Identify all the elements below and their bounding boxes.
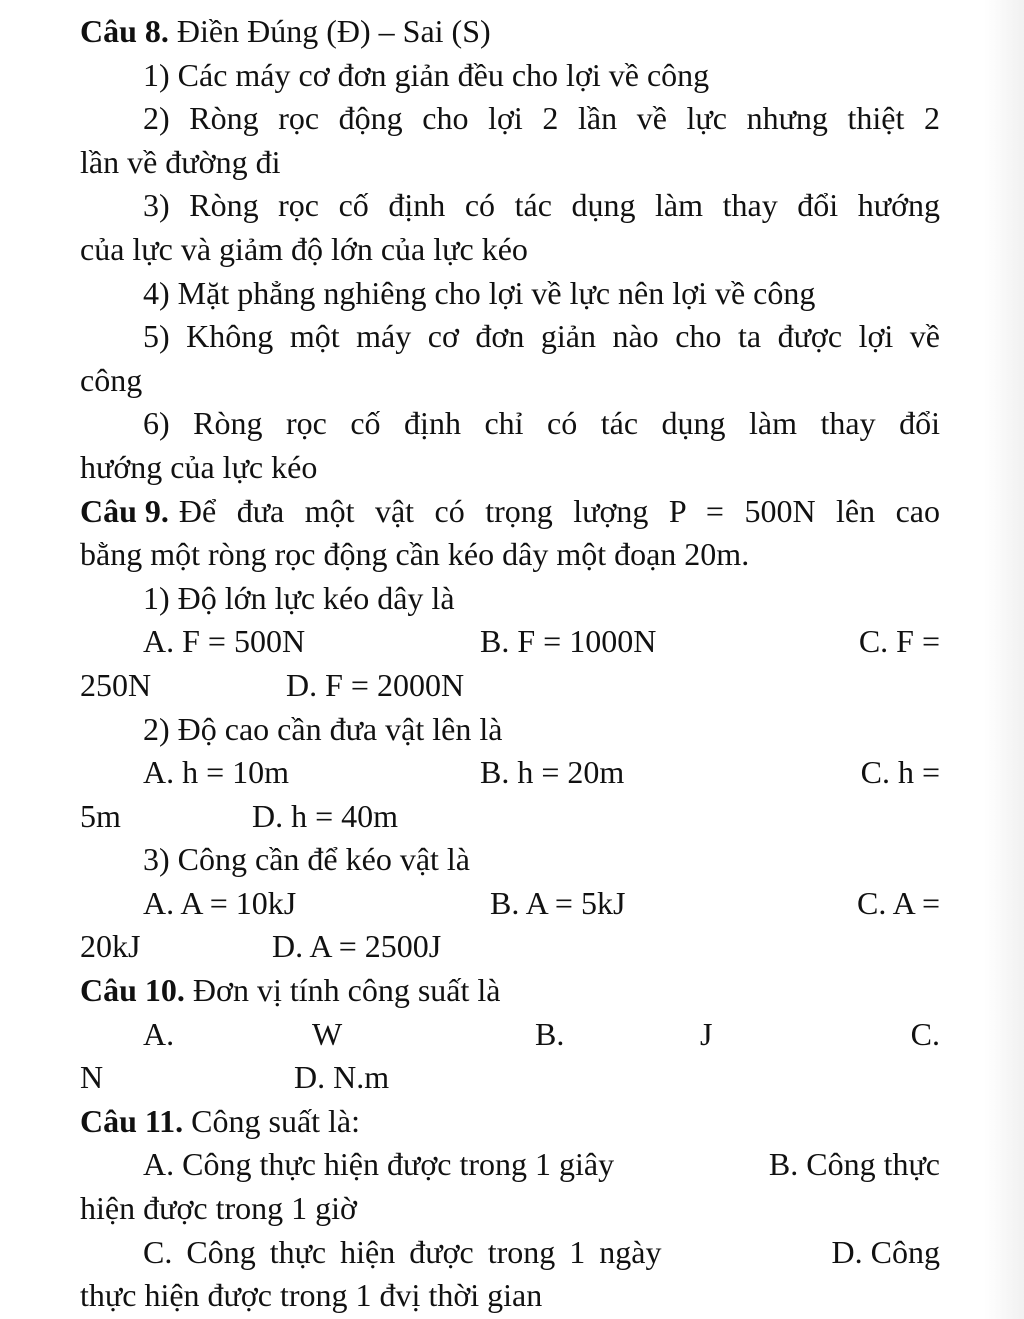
q9-part1-options: [80, 620, 940, 664]
q9-part1-options-cont: [80, 664, 940, 708]
q11-option-b-cont: hiện được trong 1 giờ: [80, 1190, 357, 1227]
q10-label: Câu 10.: [80, 972, 185, 1009]
q9-p1-option-c: C. F =: [858, 623, 940, 660]
q8-statement-5-cont: công: [80, 361, 143, 398]
q11-options-ab: [80, 1143, 940, 1187]
q11-option-b: B. Công thực: [768, 1146, 940, 1183]
q10-options: [80, 1013, 940, 1057]
q8-title: Điền Đúng (Đ) – Sai (S): [176, 13, 491, 49]
q10-option-b-value: J: [700, 1015, 713, 1052]
q9-p2-option-a: A. h = 10m: [143, 754, 290, 791]
q9-p3-option-c: C. A =: [857, 884, 940, 921]
q8-statement-4: 4) Mặt phẳng nghiêng cho lợi về lực nên lợi về công: [143, 274, 816, 311]
q9-part3-stem: 3) Công cần để kéo vật là: [143, 841, 470, 878]
q10-heading: [80, 969, 940, 1013]
q10-option-b-letter: B.: [535, 1015, 565, 1052]
q10-option-c-value: N: [80, 1059, 104, 1096]
q9-p2-option-c: C. h =: [860, 754, 940, 791]
q8-statement-3-cont: của lực và giảm độ lớn của lực kéo: [80, 230, 528, 267]
q9-part2-options-cont: [80, 795, 940, 839]
q10-options-cont: [80, 1056, 940, 1100]
q9-p1-option-c-cont: 250N: [80, 666, 152, 703]
q9-p3-option-b: B. A = 5kJ: [490, 884, 626, 921]
q10-option-d: D. N.m: [294, 1059, 390, 1096]
q10-option-a-value: W: [312, 1015, 343, 1052]
q10-stem: Đơn vị tính công suất là: [192, 972, 501, 1009]
q8-statement-6-cont: hướng của lực kéo: [80, 448, 318, 485]
q11-options-cd: [80, 1231, 940, 1275]
q10-option-a-letter: A.: [143, 1015, 175, 1052]
q8-statement-1: 1) Các máy cơ đơn giản đều cho lợi về công: [143, 56, 710, 93]
q10-option-c-letter: C.: [910, 1015, 940, 1052]
q11-option-a: A. Công thực hiện được trong 1 giây: [143, 1146, 615, 1183]
q9-part2-options: [80, 751, 940, 795]
q11-heading: [80, 1100, 940, 1144]
q9-part2-stem: 2) Độ cao cần đưa vật lên là: [143, 710, 503, 747]
q11-label: Câu 11.: [80, 1102, 184, 1139]
q8-statement-2: 2) Ròng rọc động cho lợi 2 lần về lực nhưng thiệt 2: [143, 100, 940, 137]
q11-option-c: C. Công thực hiện được trong 1 ngày: [143, 1233, 662, 1270]
q9-p1-option-b: B. F = 1000N: [480, 623, 657, 660]
q8-statement-6: 6) Ròng rọc cố định chỉ có tác dụng làm thay đổi: [143, 405, 940, 442]
q8-statement-3: 3) Ròng rọc cố định có tác dụng làm thay đổi hướng: [143, 187, 940, 224]
q9-p1-option-a: A. F = 500N: [143, 623, 306, 660]
q9-p1-option-d: D. F = 2000N: [286, 666, 465, 703]
q11-stem: Công suất là:: [191, 1102, 361, 1139]
q9-part1-stem: 1) Độ lớn lực kéo dây là: [143, 579, 455, 616]
q9-heading: [80, 490, 940, 534]
q9-p2-option-d: D. h = 40m: [252, 797, 399, 834]
page-edge-shadow: [984, 0, 1024, 1319]
q9-part3-options-cont: [80, 925, 940, 969]
q9-p3-option-d: D. A = 2500J: [272, 928, 442, 965]
q9-part3-options: [80, 882, 940, 926]
q9-intro-cont: bằng một ròng rọc động cần kéo dây một đoạn 20m.: [80, 536, 750, 573]
q11-option-d: D. Công: [831, 1233, 940, 1270]
q9-p2-option-b: B. h = 20m: [480, 754, 625, 791]
q9-p2-option-c-cont: 5m: [80, 797, 121, 834]
q8-statement-2-cont: lần về đường đi: [80, 143, 281, 180]
worksheet: [80, 10, 940, 1318]
q9-intro: Để đưa một vật có trọng lượng P = 500N lên cao: [178, 492, 940, 529]
q8-heading: [80, 10, 940, 54]
q9-p3-option-c-cont: 20kJ: [80, 928, 141, 965]
q9-p3-option-a: A. A = 10kJ: [143, 884, 297, 921]
q11-option-d-cont: thực hiện được trong 1 đvị thời gian: [80, 1277, 543, 1314]
q8-statement-5: 5) Không một máy cơ đơn giản nào cho ta được lợi về: [143, 318, 940, 355]
q8-label: Câu 8.: [80, 13, 169, 49]
q9-label: Câu 9.: [80, 492, 169, 529]
